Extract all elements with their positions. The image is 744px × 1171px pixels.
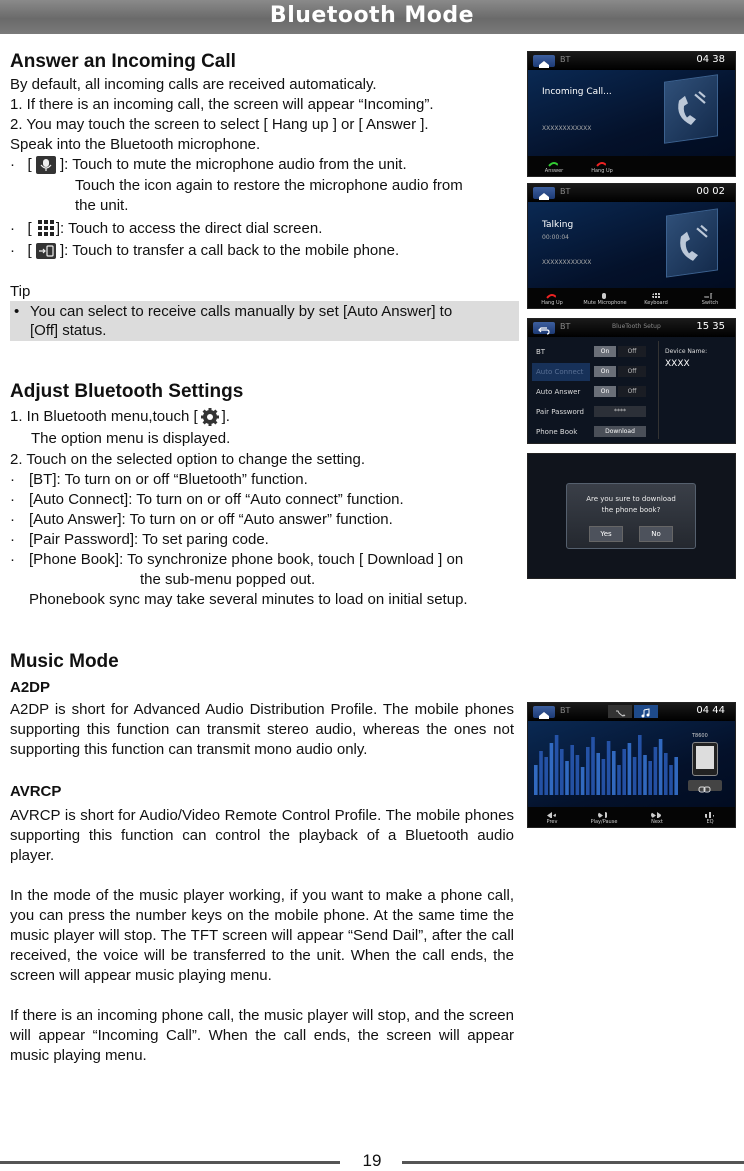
setting-bullet: [BT]: To turn on or off “Bluetooth” function.: [29, 471, 308, 488]
tip-box: [10, 301, 519, 341]
paragraph: If there is an incoming phone call, the music player will stop, and the screen will appear “Incoming Call”. When the call ends, the screen will appear music playing menu.: [10, 1007, 514, 1064]
download-button[interactable]: Download: [594, 426, 646, 437]
row-label: Phone Book: [536, 428, 578, 436]
footer-rule-right: [402, 1161, 744, 1164]
microphone-icon: [600, 293, 610, 299]
status-bar: [528, 319, 735, 337]
answer-icon: [548, 161, 558, 167]
prev-button[interactable]: Prev: [546, 819, 558, 825]
switch-item: · [ ]: Touch to transfer a call back to the mobile phone.: [10, 242, 400, 259]
setting-bullet: [Auto Connect]: To turn on or off “Auto connect” function.: [29, 491, 404, 508]
footer-rule-left: [0, 1161, 340, 1164]
setting-bullet: [Phone Book]: To synchronize phone book, touch [ Download ] on: [29, 551, 464, 568]
answer-button[interactable]: Answer: [544, 168, 564, 174]
spectrum-bar: [581, 767, 585, 795]
eq-icon: [704, 812, 714, 818]
mic-desc: ]: Touch to mute the microphone audio from the unit.: [60, 156, 407, 173]
bullet: ·: [10, 511, 15, 528]
hang-up-icon: [546, 293, 556, 299]
screen-label: BT: [560, 55, 571, 64]
text-line: the unit.: [75, 197, 129, 214]
no-button[interactable]: No: [639, 526, 673, 542]
subheading: AVRCP: [10, 783, 62, 800]
text-line: Touch the icon again to restore the microphone audio from: [75, 177, 463, 194]
device-name: XXXX: [665, 359, 690, 369]
dialog-line: the phone book?: [601, 506, 661, 514]
spectrum-bar: [565, 761, 569, 795]
switch-phone-icon: [704, 293, 714, 299]
spectrum-bar: [596, 753, 600, 795]
confirm-dialog: [566, 483, 696, 549]
back-button[interactable]: [533, 322, 555, 334]
step-1: [10, 407, 230, 427]
settings-section: [10, 380, 516, 620]
row-label: Auto Answer: [536, 388, 581, 396]
divider: [658, 341, 659, 439]
screen-title: BlueTooth Setup: [612, 323, 661, 330]
play-pause-icon: [598, 812, 608, 818]
step-text: ].: [221, 408, 230, 425]
hang-up-button[interactable]: Hang Up: [591, 168, 613, 174]
screen-label: BT: [560, 187, 571, 196]
screen-label: BT: [560, 706, 571, 715]
spectrum-bar: [612, 751, 616, 795]
yes-button[interactable]: Yes: [589, 526, 623, 542]
screenshot-bluetooth-music: [527, 702, 736, 828]
phone-tab[interactable]: [608, 705, 632, 718]
screenshot-incoming-call: [527, 51, 736, 177]
spectrum-bar: [648, 761, 652, 795]
call-controls: [528, 156, 735, 176]
screenshot-download-dialog: [527, 453, 736, 579]
spectrum-bar: [628, 743, 632, 795]
tip-text: You can select to receive calls manually by set [Auto Answer] to: [30, 303, 453, 320]
dial-desc: ]: Touch to access the direct dial screen.: [55, 220, 323, 237]
caller-number: XXXXXXXXXXXX: [542, 259, 592, 266]
switch-desc: ]: Touch to transfer a call back to the mobile phone.: [60, 242, 400, 259]
spectrum-bar: [643, 755, 647, 795]
phone-handset-icon: [664, 74, 718, 144]
hang-up-icon: [596, 161, 606, 167]
status-bar: [528, 52, 735, 70]
text-line: The option menu is displayed.: [31, 430, 231, 447]
music-section: [10, 650, 516, 1070]
spectrum-bar: [539, 751, 543, 795]
call-timer: 00:00:04: [542, 234, 569, 241]
on-toggle[interactable]: On: [594, 346, 616, 357]
mute-microphone-button[interactable]: Mute Microphone: [583, 300, 627, 306]
bullet: ·: [10, 491, 15, 508]
spectrum-bar: [570, 745, 574, 795]
microphone-icon: [36, 156, 56, 174]
phone-handset-icon: [666, 208, 718, 277]
header-banner: [0, 0, 744, 34]
spectrum-bar: [633, 757, 637, 795]
text-line: Phonebook sync may take several minutes to load on initial setup.: [29, 591, 468, 608]
home-button[interactable]: [533, 706, 555, 718]
music-controls: [528, 807, 735, 827]
phone-device-icon: [692, 742, 718, 776]
page-title: Bluetooth Mode: [269, 3, 475, 28]
device-name-label: Device Name:: [665, 348, 708, 355]
page-number: 19: [362, 1151, 382, 1170]
section-heading: Music Mode: [10, 651, 119, 672]
on-toggle[interactable]: On: [594, 366, 616, 377]
subheading: A2DP: [10, 679, 51, 696]
screen-label: BT: [560, 322, 571, 331]
spectrum-bar: [674, 757, 678, 795]
tip-label: Tip: [10, 283, 31, 300]
mic-item: · [ ]: Touch to mute the microphone audio from the unit.: [10, 156, 407, 173]
status-bar: [528, 703, 735, 721]
spectrum-bar: [591, 737, 595, 795]
tip-text: [Off] status.: [30, 322, 107, 339]
step-text: 1. In Bluetooth menu,touch [: [10, 408, 198, 425]
keyboard-button[interactable]: Keyboard: [644, 300, 668, 306]
screenshot-talking: [527, 183, 736, 309]
screenshot-bluetooth-setup: [527, 318, 736, 444]
equalizer-visual: [534, 729, 682, 797]
text-line: 2. You may touch the screen to select [ Hang up ] or [ Answer ].: [10, 116, 429, 133]
spectrum-bar: [638, 735, 642, 795]
call-controls: [528, 288, 735, 308]
bullet: ·: [10, 531, 15, 548]
spectrum-bar: [622, 749, 626, 795]
caller-number: XXXXXXXXXXXX: [542, 125, 592, 132]
spectrum-bar: [586, 747, 590, 795]
spectrum-bar: [560, 749, 564, 795]
text-line: 1. If there is an incoming call, the screen will appear “Incoming”.: [10, 96, 434, 113]
spectrum-bar: [544, 757, 548, 795]
keypad-icon: [36, 219, 56, 239]
setting-bullet: [Pair Password]: To set paring code.: [29, 531, 269, 548]
link-button[interactable]: [688, 780, 722, 791]
row-label: BT: [536, 348, 546, 356]
text-line: By default, all incoming calls are received automaticaly.: [10, 76, 377, 93]
spectrum-bar: [607, 741, 611, 795]
play-pause-button[interactable]: Play/Pause: [590, 819, 618, 825]
home-button[interactable]: [533, 187, 555, 199]
spectrum-bar: [576, 755, 580, 795]
off-toggle[interactable]: Off: [618, 346, 646, 357]
call-status: Incoming Call...: [542, 87, 612, 97]
spectrum-bar: [617, 765, 621, 795]
paragraph: In the mode of the music player working, if you want to make a phone call, you can press the number keys on the mobile phone. At the same time the music player will stop. The TFT screen will appear “Send Dail”, after the call received, the voice will be transferred to the unit. When the call ends, the screen will appear music playing menu.: [10, 887, 514, 984]
step-2: 2. Touch on the selected option to change the setting.: [10, 451, 365, 468]
spectrum-bar: [664, 753, 668, 795]
bullet: ·: [10, 551, 15, 568]
next-icon: [651, 812, 661, 818]
hang-up-button[interactable]: Hang Up: [541, 300, 563, 306]
row-label: Pair Password: [536, 408, 584, 416]
bullet: •: [14, 303, 20, 320]
home-button[interactable]: [533, 55, 555, 67]
spectrum-bar: [654, 747, 658, 795]
paragraph: A2DP is short for Advanced Audio Distribution Profile. The mobile phones supporting this function can transmit stereo audio, whereas the ones not supporting this function can transmit mono audio only.: [10, 701, 514, 758]
status-bar: [528, 184, 735, 202]
password-field[interactable]: ****: [594, 406, 646, 417]
gear-icon: [200, 407, 220, 427]
off-toggle[interactable]: Off: [618, 386, 646, 397]
section-heading: Answer an Incoming Call: [10, 51, 236, 72]
spectrum-bar: [659, 739, 663, 795]
dialog-line: Are you sure to download: [586, 495, 676, 503]
row-highlight: [532, 363, 590, 381]
eq-button[interactable]: EQ: [706, 819, 714, 825]
keypad-icon: [652, 293, 662, 299]
music-tab[interactable]: [634, 705, 658, 718]
on-toggle[interactable]: On: [594, 386, 616, 397]
clock: 00 02: [696, 186, 725, 197]
spectrum-bar: [669, 765, 673, 795]
switch-button[interactable]: Switch: [701, 300, 719, 306]
settings-list: [528, 337, 658, 443]
off-toggle[interactable]: Off: [618, 366, 646, 377]
spectrum-bar: [534, 765, 538, 795]
clock: 04 44: [696, 705, 725, 716]
spectrum-bar: [555, 735, 559, 795]
setting-bullet: [Auto Answer]: To turn on or off “Auto answer” function.: [29, 511, 393, 528]
spectrum-bar: [602, 759, 606, 795]
device-name: T8600: [692, 733, 708, 739]
dial-item: · [ ]: Touch to access the direct dial screen.: [10, 219, 322, 239]
paragraph: AVRCP is short for Audio/Video Remote Control Profile. The mobile phones supporting this function can control the playback of a Bluetooth audio player.: [10, 807, 514, 864]
text-line: the sub-menu popped out.: [140, 571, 316, 588]
bullet: ·: [10, 471, 15, 488]
section-heading: Adjust Bluetooth Settings: [10, 381, 244, 402]
spectrum-bar: [550, 743, 554, 795]
next-button[interactable]: Next: [651, 819, 663, 825]
prev-icon: [546, 812, 556, 818]
clock: 04 38: [696, 54, 725, 65]
switch-phone-icon: [36, 243, 56, 259]
text-line: Speak into the Bluetooth microphone.: [10, 136, 261, 153]
call-status: Talking: [542, 220, 574, 230]
clock: 15 35: [696, 321, 725, 332]
